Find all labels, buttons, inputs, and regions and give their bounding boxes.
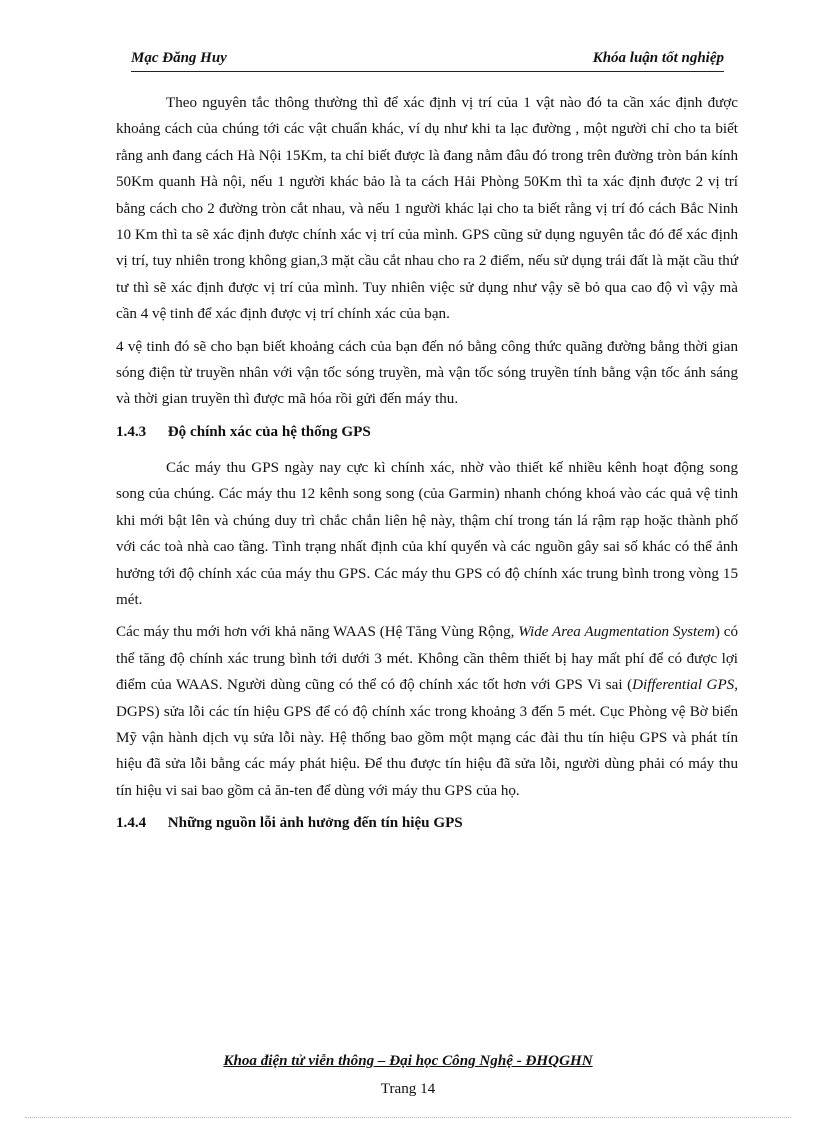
page-number: Trang 14 <box>380 1081 436 1097</box>
section-title: Những nguồn lỗi ảnh hưởng đến tín hiệu GPS <box>167 815 463 832</box>
footer-institution: Khoa điện tử viễn thông – Đại học Công Nghệ - ĐHQGHN <box>223 1053 593 1069</box>
text-run: ) có thể tăng độ chính xác trung bình tới dưới 3 mét. Không cần thêm thiết bị hay mất phí để có được lợi điểm của WAAS. Người dùng cũng có thể có độ chính xác tốt hơn với GPS Vi sai ( <box>116 624 738 694</box>
section-heading-1-4-4 <box>116 810 738 836</box>
section-number: 1.4.3 <box>116 423 147 440</box>
italic-term-dgps: Differential GPS <box>632 677 735 694</box>
page-header <box>131 47 724 72</box>
section-number: 1.4.4 <box>116 815 147 832</box>
page-body <box>116 90 738 846</box>
paragraph-gps-accuracy: Các máy thu GPS ngày nay cực kì chính xác, nhờ vào thiết kế nhiều kênh hoạt động song song của chúng. Các máy thu 12 kênh song song (của Garmin) nhanh chóng khoá vào các quả vệ tinh khi mới bật lên và chúng duy trì chắc chắn liên hệ này, thậm chí trong tán lá rậm rạp hoặc thành phố với các toà nhà cao tầng. Tình trạng nhất định của khí quyển và các nguồn gây sai số khác có thể ảnh hưởng tới độ chính xác của máy thu GPS. Các máy thu GPS có độ chính xác trung bình trong vòng 15 mét. <box>116 459 738 608</box>
text-run: Các máy thu mới hơn với khả năng WAAS (Hệ Tăng Vùng Rộng, <box>116 624 519 641</box>
italic-term-waas: Wide Area Augmentation System <box>518 624 715 641</box>
page-bottom-divider <box>25 1117 791 1118</box>
section-heading-1-4-3 <box>116 419 738 445</box>
paragraph-waas-dgps <box>116 619 738 804</box>
header-doc-type: Khóa luận tốt nghiệp <box>592 50 724 66</box>
paragraph-four-satellites: 4 vệ tinh đó sẽ cho bạn biết khoảng cách của bạn đến nó bằng công thức quãng đường bằng thời gian sóng điện từ truyền nhân với vận tốc sóng truyền, mà vận tốc sóng truyền tính bằng vận tốc ánh sáng và thời gian truyền thì được mã hóa rồi gửi đến máy thu. <box>116 338 738 408</box>
paragraph-positioning-principle: Theo nguyên tắc thông thường thì để xác định vị trí của 1 vật nào đó ta cần xác định được khoảng cách của chúng tới các vật chuẩn khác, ví dụ như khi ta lạc đường , một người chỉ cho ta biết rằng anh đang cách Hà Nội 15Km, ta chỉ biết được là đang nằm đâu đó trong trên đường tròn bán kính 50Km quanh Hà nội, nếu 1 người khác bảo là ta cách Hải Phòng 50Km thì ta xác định được 2 vị trí bằng cách cho 2 đường tròn cắt nhau, và nếu 1 người khác lại cho ta biết rằng vị trí đó cách Bắc Ninh 10 Km thì ta sẽ xác định được chính xác vị trí của mình. GPS cũng sử dụng nguyên tắc đó để xác định vị trí, tuy nhiên trong không gian,3 mặt cầu cắt nhau cho ra 2 điểm, nếu sử dụng trái đất là mặt cầu thứ tư thì sẽ xác định được vị trí của mình. Tuy nhiên việc sử dụng như vậy sẽ bỏ qua cao độ vì vậy mà cần 4 vệ tinh để xác định được vị trí chính xác của bạn. <box>116 95 738 323</box>
section-title: Độ chính xác của hệ thống GPS <box>167 423 371 440</box>
header-author: Mạc Đăng Huy <box>131 50 227 66</box>
text-run: , DGPS) sửa lỗi các tín hiệu GPS để có độ chính xác trong khoảng 3 đến 5 mét. Cục Phòng vệ Bờ biển Mỹ vận hành dịch vụ sửa lỗi này. Hệ thống bao gồm một mạng các đài thu tín hiệu GPS và phát tín hiệu đã sửa lỗi bằng các máy phát hiệu. Để thu được tín hiệu đã sửa lỗi, người dùng phải có máy thu tín hiệu vi sai bao gồm cả ăn-ten để dùng với máy thu GPS của họ. <box>116 677 738 799</box>
